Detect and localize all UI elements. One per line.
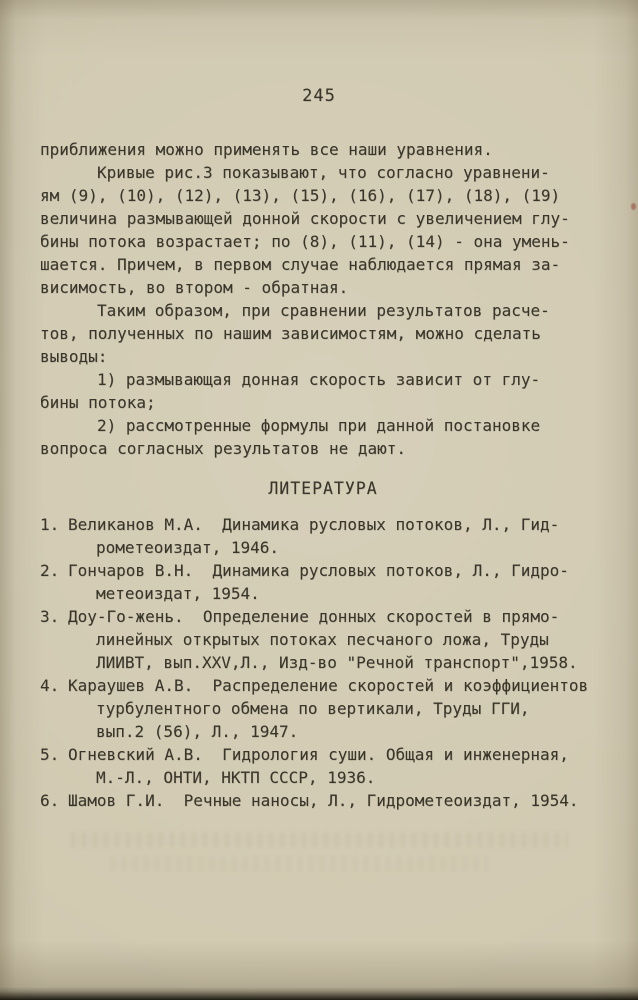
reference-line: М.-Л., ОНТИ, НКТП СССР, 1936. — [96, 768, 376, 787]
reference-number: 5. — [40, 745, 60, 764]
body-line: выводы: — [40, 347, 108, 366]
body-line: бины потока; — [40, 393, 156, 412]
reference-number: 2. — [40, 561, 60, 580]
body-line: 2) рассмотренные формулы при данной постановке — [97, 416, 541, 435]
body-line: Таким образом, при сравнении результатов расче- — [97, 301, 550, 320]
reference-line: Гончаров В.Н. Динамика русловых потоков, Л., Гидро- — [68, 561, 569, 580]
reference-number: 1. — [40, 515, 60, 534]
reference-line: Великанов М.А. Динамика русловых потоков, Л., Гид- — [68, 515, 560, 534]
reference-line: Доу-Го-жень. Определение донных скоростей в прямо- — [68, 607, 560, 626]
reference-number: 6. — [40, 791, 60, 810]
body-line: тов, полученных по нашим зависимостям, можно сделать — [40, 324, 541, 343]
body-line: вопроса согласных результатов не дают. — [40, 439, 407, 458]
reference-line: рометеоиздат, 1946. — [96, 538, 280, 557]
reference-line: линейных открытых потоках песчаного ложа, Труды — [96, 630, 549, 649]
reference-line: Огневский А.В. Гидрология суши. Общая и инженерная, — [68, 745, 569, 764]
reference-line: метеоиздат, 1954. — [96, 584, 260, 603]
reference-text — [68, 789, 606, 812]
reference-item — [40, 789, 606, 812]
reference-item — [40, 513, 606, 559]
reference-list — [40, 513, 606, 812]
page-bottom-edge — [0, 987, 638, 1000]
body-text — [40, 138, 606, 460]
reference-item — [40, 743, 606, 789]
reference-text — [68, 513, 606, 559]
reference-text — [68, 674, 606, 743]
reference-line: ЛИИВТ, вып.XXV,Л., Изд-во "Речной транспорт",1958. — [96, 653, 578, 672]
ink-bleedthrough-smudge — [70, 832, 568, 848]
body-line: величина размывающей донной скорости с увеличением глу- — [40, 209, 570, 228]
reference-text — [68, 743, 606, 789]
reference-number: 4. — [40, 676, 60, 695]
body-line: висимость, во втором - обратная. — [40, 278, 349, 297]
page-content — [40, 138, 606, 812]
literature-heading: ЛИТЕРАТУРА — [268, 479, 378, 498]
reference-line: турбулентного обмена по вертикали, Труды ГГИ, — [96, 699, 530, 718]
ink-bleedthrough-smudge — [110, 856, 488, 872]
body-line: приближения можно применять все наши уравнения. — [40, 140, 493, 159]
margin-stain — [631, 203, 636, 210]
body-line: шается. Причем, в первом случае наблюдается прямая за- — [40, 255, 561, 274]
reference-item — [40, 674, 606, 743]
page-number: 245 — [302, 86, 336, 106]
body-line: Кривые рис.3 показывают, что согласно уравнени- — [97, 163, 550, 182]
body-line: ям (9), (10), (12), (13), (15), (16), (17), (18), (19) — [40, 186, 561, 205]
reference-line: вып.2 (56), Л., 1947. — [96, 722, 299, 741]
reference-item — [40, 559, 606, 605]
body-line: бины потока возрастает; по (8), (11), (14) - она умень- — [40, 232, 570, 251]
reference-number: 3. — [40, 607, 60, 626]
reference-text — [68, 559, 606, 605]
reference-item — [40, 605, 606, 674]
body-line: 1) размывающая донная скорость зависит от глу- — [97, 370, 541, 389]
reference-text — [68, 605, 606, 674]
reference-line: Караушев А.В. Распределение скоростей и коэффициентов — [68, 676, 589, 695]
reference-line: Шамов Г.И. Речные наносы, Л., Гидрометеоиздат, 1954. — [68, 791, 579, 810]
